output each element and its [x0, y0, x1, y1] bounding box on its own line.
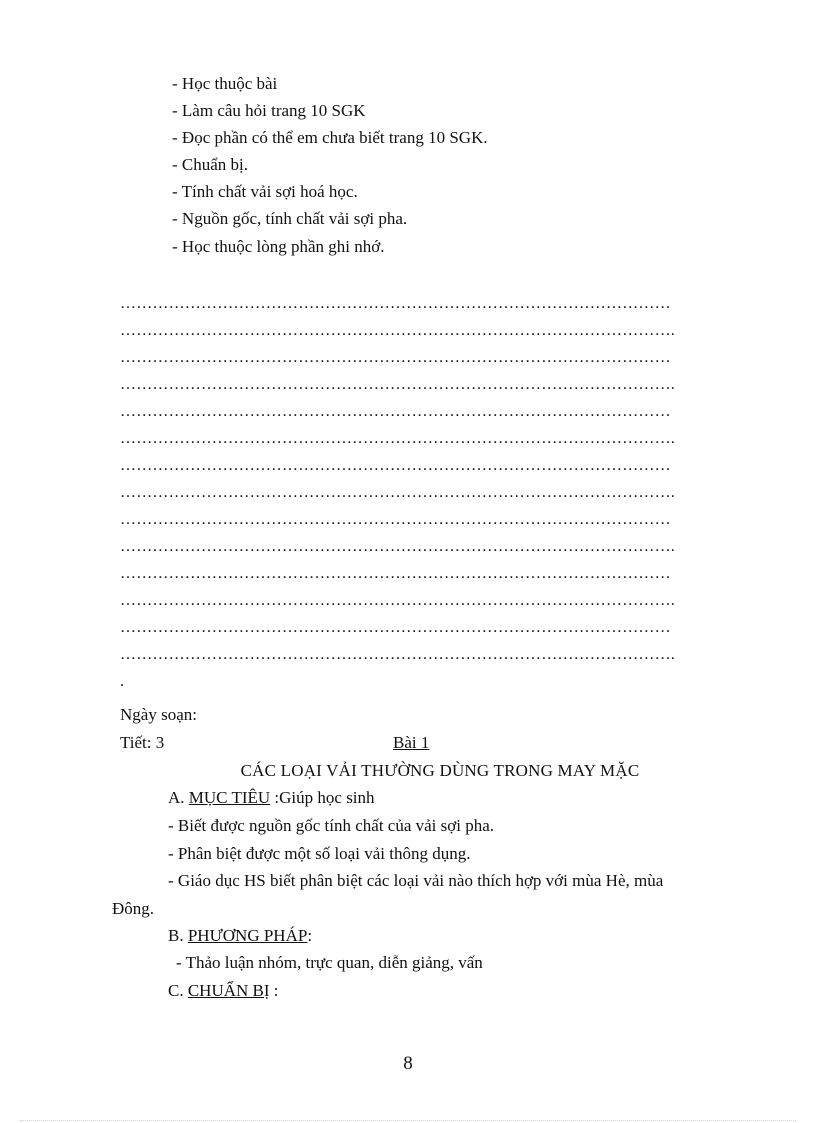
objective-item: - Phân biệt được một số loại vải thông dụng.	[168, 844, 471, 863]
lesson-title	[0, 760, 816, 782]
method-item: - Thảo luận nhóm, trực quan, diễn giảng, vấn	[176, 953, 483, 972]
homework-item: - Học thuộc lòng phần ghi nhớ.	[172, 237, 385, 256]
homework-item: - Chuẩn bị.	[172, 155, 249, 174]
lesson-title-text: CÁC LOẠI VẢI THƯỜNG DÙNG TRONG MAY MẶC	[240, 761, 640, 780]
dotted-line: …………………………………………………………………………………………	[120, 457, 671, 474]
section-b-heading	[168, 925, 312, 947]
dotted-line: ………………………………………………………………………………………….	[120, 322, 675, 339]
section-c-title: CHUẨN BỊ	[187, 981, 270, 1000]
section-b-prefix: B.	[168, 926, 188, 945]
objective-item: - Biết được nguồn gốc tính chất của vải sợi pha.	[168, 816, 495, 835]
homework-item: - Học thuộc bài	[172, 74, 278, 93]
homework-item: - Làm câu hỏi trang 10 SGK	[172, 101, 366, 120]
section-b-suffix: :	[307, 926, 313, 945]
dotted-line: .	[120, 673, 125, 690]
section-c-suffix: :	[269, 981, 279, 1000]
objective-continuation: Đông.	[112, 899, 155, 918]
page-bottom-border	[20, 1120, 796, 1121]
homework-item: - Tính chất vải sợi hoá học.	[172, 182, 358, 201]
dotted-line: ………………………………………………………………………………………….	[120, 484, 675, 501]
dotted-line: …………………………………………………………………………………………	[120, 295, 671, 312]
dotted-line: ………………………………………………………………………………………….	[120, 430, 675, 447]
dotted-line: ………………………………………………………………………………………….	[120, 538, 675, 555]
section-c-heading	[168, 980, 279, 1002]
date-label: Ngày soạn:	[120, 705, 197, 724]
homework-item: - Nguồn gốc, tính chất vải sợi pha.	[172, 209, 408, 228]
dotted-line: ………………………………………………………………………………………….	[120, 376, 675, 393]
dotted-line: …………………………………………………………………………………………	[120, 349, 671, 366]
period-label: Tiết: 3	[120, 733, 165, 752]
page-number: 8	[403, 1053, 413, 1074]
lesson-number: Bài 1	[393, 733, 430, 752]
dotted-line: …………………………………………………………………………………………	[120, 403, 671, 420]
dotted-line: ………………………………………………………………………………………….	[120, 646, 675, 663]
section-a-suffix: :Giúp học sinh	[270, 788, 375, 807]
section-a-prefix: A.	[168, 788, 189, 807]
dotted-line: ………………………………………………………………………………………….	[120, 592, 675, 609]
section-a-heading	[168, 787, 375, 809]
section-a-title: MỤC TIÊU	[188, 788, 271, 807]
homework-item: - Đọc phần có thể em chưa biết trang 10 SGK.	[172, 128, 488, 147]
dotted-line: …………………………………………………………………………………………	[120, 565, 671, 582]
section-c-prefix: C.	[168, 981, 188, 1000]
dotted-line: …………………………………………………………………………………………	[120, 511, 671, 528]
dotted-line: …………………………………………………………………………………………	[120, 619, 671, 636]
section-b-title: PHƯƠNG PHÁP	[187, 926, 308, 945]
objective-item: - Giáo dục HS biết phân biệt các loại vải nào thích hợp với mùa Hè, mùa	[168, 871, 664, 890]
